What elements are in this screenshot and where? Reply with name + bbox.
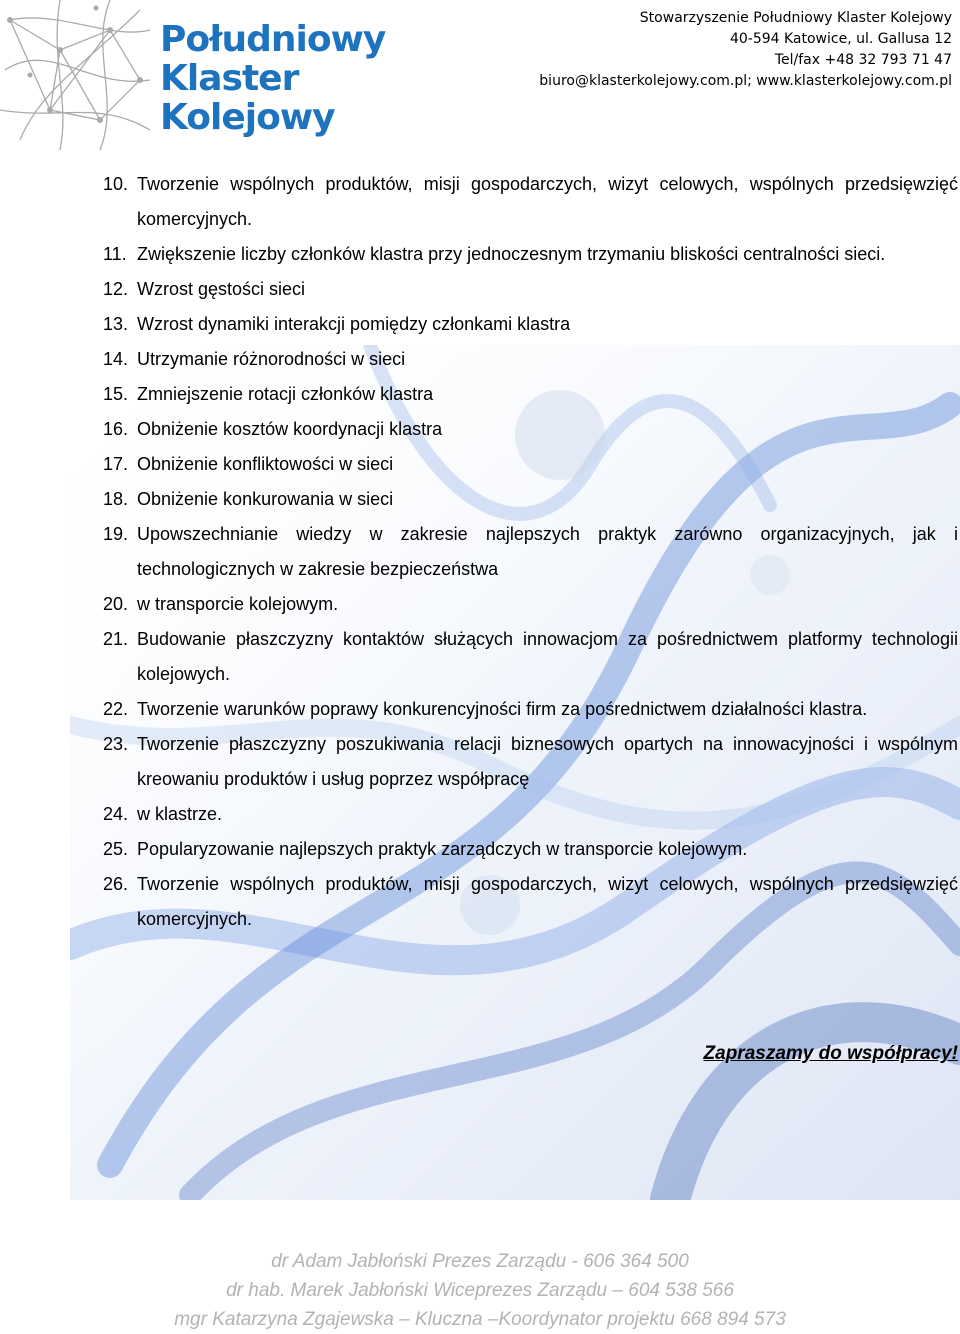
list-item xyxy=(103,797,958,832)
item-text: Tworzenie wspólnych produktów, misji gospodarczych, wizyt celowych, wspólnych przedsięwzięć komercyjnych. xyxy=(137,174,958,229)
item-text: Tworzenie płaszczyzny poszukiwania relacji biznesowych opartych na innowacyjności i wspólnym kreowaniu produktów i usług poprzez współpracę xyxy=(137,734,958,789)
numbered-list xyxy=(103,167,958,937)
org-name: Stowarzyszenie Południowy Klaster Kolejowy xyxy=(639,10,952,26)
item-text: Obniżenie konkurowania w sieci xyxy=(137,489,394,509)
item-text: Obniżenie konfliktowości w sieci xyxy=(137,454,394,474)
item-text: Budowanie płaszczyzny kontaktów służących innowacjom za pośrednictwem platformy technologii kolejowych. xyxy=(137,629,958,684)
list-item xyxy=(103,342,958,377)
logo-wordmark xyxy=(160,20,385,137)
item-number: 24. xyxy=(103,804,129,824)
list-item xyxy=(103,692,958,727)
item-text: Upowszechnianie wiedzy w zakresie najlepszych praktyk zarówno organizacyjnych, jak i technologicznych w zakresie bezpieczeństwa xyxy=(137,524,958,579)
list-item xyxy=(103,622,958,692)
letterhead xyxy=(0,0,960,150)
item-text: Tworzenie wspólnych produktów, misji gospodarczych, wizyt celowych, wspólnych przedsięwzięć komercyjnych. xyxy=(137,874,958,929)
item-text: w transporcie kolejowym. xyxy=(137,594,339,614)
item-number: 11. xyxy=(103,244,127,264)
list-item xyxy=(103,832,958,867)
list-item xyxy=(103,412,958,447)
item-number: 20. xyxy=(103,594,129,614)
item-number: 22. xyxy=(103,699,129,719)
item-text: Utrzymanie różnorodności w sieci xyxy=(137,349,406,369)
item-text: w klastrze. xyxy=(137,804,223,824)
item-number: 25. xyxy=(103,839,129,859)
item-number: 19. xyxy=(103,524,129,544)
address: 40-594 Katowice, ul. Gallusa 12 xyxy=(729,31,952,47)
list-item xyxy=(103,587,958,622)
footer-line: mgr Katarzyna Zgajewska – Kluczna –Koordynator projektu 668 894 573 xyxy=(174,1309,786,1330)
list-item xyxy=(103,377,958,412)
list-item xyxy=(103,867,958,937)
list-item xyxy=(103,482,958,517)
item-text: Obniżenie kosztów koordynacji klastra xyxy=(137,419,443,439)
item-number: 18. xyxy=(103,489,129,509)
item-number: 21. xyxy=(103,629,129,649)
list-item xyxy=(103,272,958,307)
item-number: 23. xyxy=(103,734,129,754)
list-item xyxy=(103,307,958,342)
item-text: Wzrost gęstości sieci xyxy=(137,279,306,299)
list-item xyxy=(103,727,958,797)
logo-line: Kolejowy xyxy=(160,97,335,138)
closing-invitation: Zapraszamy do współpracy! xyxy=(703,1043,958,1064)
item-number: 10. xyxy=(103,174,129,194)
item-text: Wzrost dynamiki interakcji pomiędzy członkami klastra xyxy=(137,314,571,334)
footer-line: dr Adam Jabłoński Prezes Zarządu - 606 364 500 xyxy=(271,1251,689,1272)
contact-block xyxy=(539,8,952,92)
item-number: 13. xyxy=(103,314,129,334)
item-text: Tworzenie warunków poprawy konkurencyjności firm za pośrednictwem działalności klastra. xyxy=(137,699,868,719)
item-number: 17. xyxy=(103,454,129,474)
item-number: 14. xyxy=(103,349,129,369)
list-item xyxy=(103,237,958,272)
phone: Tel/fax +48 32 793 71 47 xyxy=(774,52,952,68)
item-text: Zmniejszenie rotacji członków klastra xyxy=(137,384,434,404)
item-number: 16. xyxy=(103,419,129,439)
list-item xyxy=(103,167,958,237)
item-number: 15. xyxy=(103,384,129,404)
list-item xyxy=(103,517,958,587)
footer-line: dr hab. Marek Jabłoński Wiceprezes Zarządu – 604 538 566 xyxy=(226,1280,734,1301)
footer-contacts xyxy=(0,1247,960,1334)
logo-line: Klaster xyxy=(160,58,299,99)
email-website[interactable]: biuro@klasterkolejowy.com.pl; www.klasterkolejowy.com.pl xyxy=(539,73,952,89)
item-number: 12. xyxy=(103,279,129,299)
item-number: 26. xyxy=(103,874,129,894)
logo-network-icon xyxy=(0,0,160,150)
item-text: Popularyzowanie najlepszych praktyk zarządczych w transporcie kolejowym. xyxy=(137,839,748,859)
logo-line: Południowy xyxy=(160,19,386,60)
item-text: Zwiększenie liczby członków klastra przy jednoczesnym trzymaniu bliskości centralności sieci. xyxy=(137,244,886,264)
list-item xyxy=(103,447,958,482)
